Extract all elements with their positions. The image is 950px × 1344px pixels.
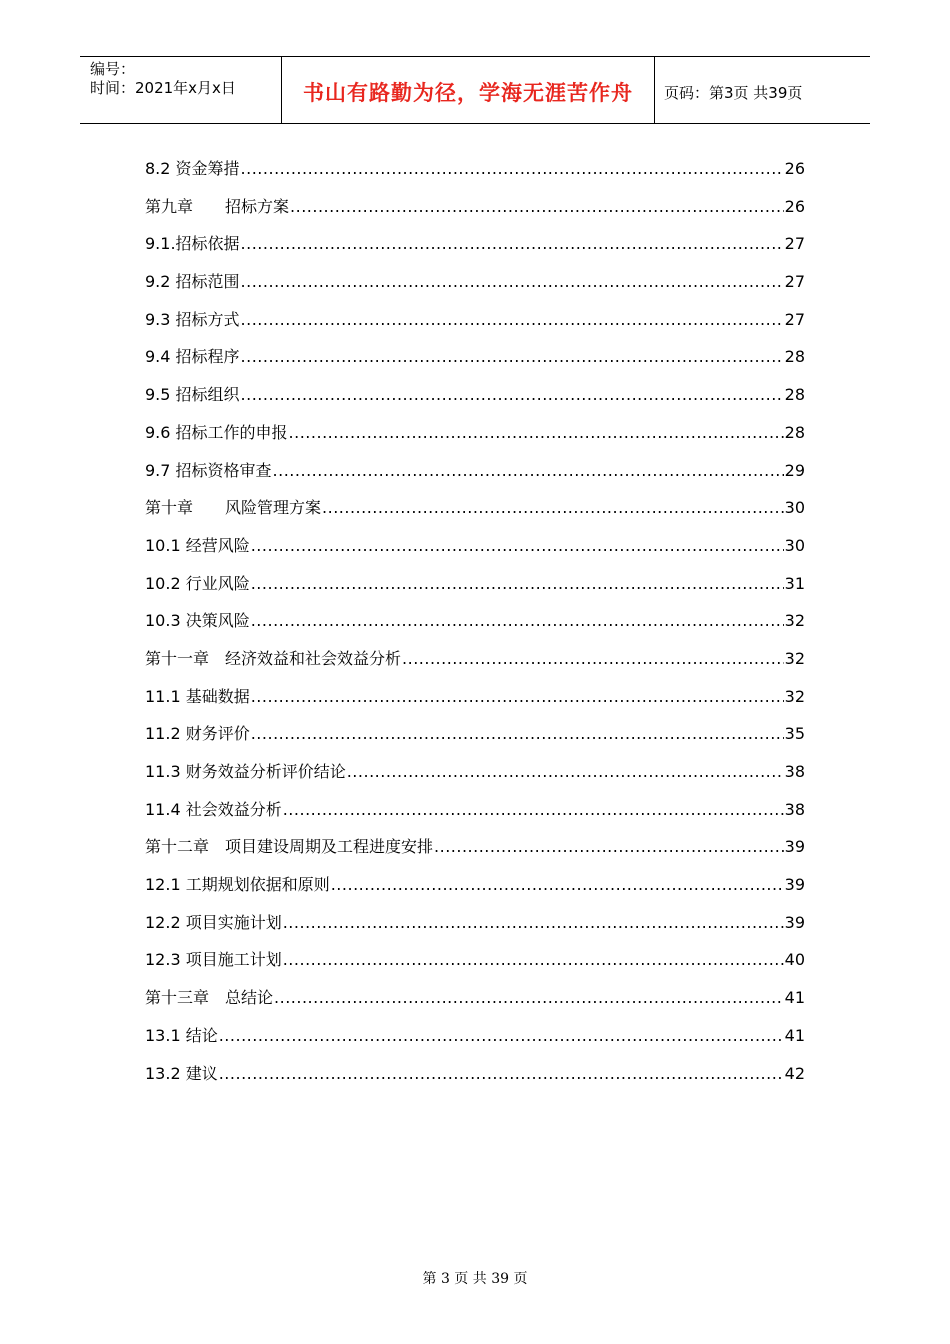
toc-entry-page: 28 [784, 347, 805, 367]
toc-entry-page: 30 [784, 498, 805, 518]
toc-entry-number: 10.3 [145, 611, 181, 631]
toc-entry-page: 39 [784, 875, 805, 895]
toc-entry-number: 9.6 [145, 422, 171, 442]
toc-entry-number: 13.1 [145, 1025, 181, 1045]
toc-dot-leader [219, 1055, 784, 1093]
toc-entry[interactable] [145, 1055, 805, 1093]
toc-dot-leader [434, 828, 784, 866]
toc-entry-label [145, 489, 321, 527]
toc-entry-title: 第十二章 项目建设周期及工程进度安排 [145, 837, 434, 857]
toc-entry[interactable] [145, 715, 805, 753]
toc-dot-leader [251, 527, 784, 565]
toc-entry-page: 42 [784, 1063, 805, 1083]
toc-dot-leader [241, 150, 784, 188]
toc-entry-title: 招标依据 [175, 234, 240, 254]
toc-entry-page: 31 [784, 573, 805, 593]
toc-entry[interactable] [145, 338, 805, 376]
toc-entry[interactable] [145, 678, 805, 716]
toc-entry-number: 13.2 [145, 1063, 181, 1083]
toc-entry-page: 28 [784, 422, 805, 442]
toc-dot-leader [347, 753, 784, 791]
toc-entry-label [145, 640, 401, 678]
toc-entry-page: 30 [784, 535, 805, 555]
toc-dot-leader [251, 602, 784, 640]
toc-entry[interactable] [145, 866, 805, 904]
toc-dot-leader [219, 1017, 784, 1055]
toc-dot-leader [241, 301, 784, 339]
toc-dot-leader [241, 376, 784, 414]
toc-entry-title: 第十章 风险管理方案 [145, 498, 322, 518]
toc-entry-number: 11.2 [145, 724, 181, 744]
toc-entry-label [145, 225, 240, 263]
toc-entry-number: 9.4 [145, 347, 171, 367]
toc-entry-title: 第十一章 经济效益和社会效益分析 [145, 648, 402, 668]
toc-entry-title: 基础数据 [180, 686, 250, 706]
toc-entry-number: 8.2 [145, 159, 171, 178]
toc-entry-label [145, 979, 273, 1017]
toc-entry-label [145, 1055, 218, 1093]
toc-entry-page: 32 [784, 686, 805, 706]
toc-entry-page: 28 [784, 385, 805, 405]
toc-entry-title: 经营风险 [180, 535, 250, 555]
page-header [80, 56, 870, 124]
toc-entry-number: 12.3 [145, 950, 181, 970]
toc-entry-title: 资金筹措 [170, 159, 240, 178]
toc-entry-page: 27 [784, 309, 805, 329]
toc-dot-leader [241, 225, 784, 263]
toc-entry-number: 12.2 [145, 912, 181, 932]
toc-entry[interactable] [145, 301, 805, 339]
toc-dot-leader [283, 791, 784, 829]
toc-entry-label [145, 150, 240, 188]
toc-entry-page: 38 [784, 799, 805, 819]
toc-entry-number: 9.1. [145, 234, 176, 254]
toc-entry[interactable] [145, 1017, 805, 1055]
toc-entry-label [145, 753, 346, 791]
toc-dot-leader [273, 452, 784, 490]
toc-entry-label [145, 715, 250, 753]
toc-entry-number: 9.2 [145, 272, 171, 292]
toc-entry[interactable] [145, 527, 805, 565]
toc-entry-title: 建议 [180, 1063, 218, 1083]
toc-entry-label [145, 941, 282, 979]
toc-entry[interactable] [145, 753, 805, 791]
toc-entry-title: 项目施工计划 [180, 950, 282, 970]
toc-entry-page: 39 [784, 837, 805, 857]
toc-entry[interactable] [145, 828, 805, 866]
toc-entry-number: 12.1 [145, 875, 181, 895]
toc-entry-label [145, 338, 240, 376]
toc-entry-title: 招标方式 [170, 309, 240, 329]
header-meta [80, 57, 281, 123]
toc-dot-leader [331, 866, 784, 904]
toc-dot-leader [251, 715, 784, 753]
toc-entry-label [145, 866, 330, 904]
toc-entry-title: 招标资格审查 [170, 460, 272, 480]
toc-entry-number: 9.5 [145, 385, 171, 405]
toc-entry-label [145, 263, 240, 301]
toc-entry[interactable] [145, 489, 805, 527]
toc-entry-page: 38 [784, 762, 805, 781]
toc-dot-leader [274, 979, 784, 1017]
toc-entry[interactable] [145, 640, 805, 678]
toc-entry-page: 26 [784, 159, 805, 178]
toc-entry[interactable] [145, 263, 805, 301]
toc-entry-page: 40 [784, 950, 805, 970]
toc-entry[interactable] [145, 791, 805, 829]
toc-entry-label [145, 376, 240, 414]
toc-entry-number: 9.7 [145, 460, 171, 480]
toc-dot-leader [251, 678, 784, 716]
table-of-contents [145, 150, 805, 1092]
toc-entry[interactable] [145, 602, 805, 640]
toc-entry[interactable] [145, 188, 805, 226]
toc-entry-page: 32 [784, 611, 805, 631]
toc-entry-page: 35 [784, 724, 805, 744]
toc-entry-title: 招标范围 [170, 272, 240, 292]
toc-entry-page: 29 [784, 460, 805, 480]
toc-dot-leader [283, 941, 784, 979]
time-label: 时间：2021年x月x日 [90, 79, 236, 97]
toc-entry-title: 社会效益分析 [180, 799, 282, 819]
toc-entry-title: 第九章 招标方案 [145, 196, 290, 216]
toc-entry-title: 第十三章 总结论 [145, 988, 274, 1008]
toc-entry[interactable] [145, 414, 805, 452]
toc-entry[interactable] [145, 225, 805, 263]
toc-entry-label [145, 791, 282, 829]
toc-entry-page: 27 [784, 234, 805, 254]
toc-entry[interactable] [145, 565, 805, 603]
toc-entry-label [145, 678, 250, 716]
toc-entry-title: 决策风险 [180, 611, 250, 631]
toc-entry-page: 39 [784, 912, 805, 932]
toc-entry[interactable] [145, 452, 805, 490]
toc-entry-title: 工期规划依据和原则 [180, 875, 330, 895]
toc-dot-leader [283, 904, 784, 942]
toc-entry-number: 10.1 [145, 535, 181, 555]
toc-entry[interactable] [145, 941, 805, 979]
serial-label: 编号： [90, 60, 136, 78]
toc-entry-title: 招标组织 [170, 385, 240, 405]
toc-entry-label [145, 904, 282, 942]
toc-entry-label [145, 527, 250, 565]
toc-entry-number: 11.3 [145, 762, 181, 781]
toc-entry-title: 行业风险 [180, 573, 250, 593]
toc-entry-number: 11.4 [145, 799, 181, 819]
page-footer: 第 3 页 共 39 页 [422, 1271, 528, 1287]
toc-entry-title: 招标程序 [170, 347, 240, 367]
toc-dot-leader [241, 338, 784, 376]
toc-dot-leader [290, 188, 784, 226]
toc-dot-leader [322, 489, 784, 527]
toc-entry-page: 27 [784, 272, 805, 292]
toc-entry-title: 招标工作的申报 [170, 422, 288, 442]
toc-entry-title: 结论 [180, 1025, 218, 1045]
toc-entry[interactable] [145, 376, 805, 414]
toc-entry-title: 财务评价 [180, 724, 250, 744]
toc-dot-leader [251, 565, 784, 603]
toc-entry-label [145, 1017, 218, 1055]
toc-entry-label [145, 452, 272, 490]
toc-entry[interactable] [145, 904, 805, 942]
toc-entry[interactable] [145, 979, 805, 1017]
toc-entry[interactable] [145, 150, 805, 188]
toc-entry-number: 9.3 [145, 309, 171, 329]
toc-entry-label [145, 828, 433, 866]
toc-entry-page: 41 [784, 1025, 805, 1045]
toc-entry-page: 32 [784, 648, 805, 668]
toc-entry-page: 26 [784, 196, 805, 216]
toc-entry-label [145, 602, 250, 640]
toc-entry-label [145, 565, 250, 603]
toc-entry-label [145, 301, 240, 339]
toc-entry-title: 财务效益分析评价结论 [180, 762, 346, 781]
header-page-info: 页码：第3页 共39页 [664, 83, 803, 102]
toc-entry-label [145, 414, 288, 452]
toc-entry-page: 41 [784, 988, 805, 1008]
toc-entry-number: 10.2 [145, 573, 181, 593]
toc-entry-number: 11.1 [145, 686, 181, 706]
toc-dot-leader [241, 263, 784, 301]
toc-entry-title: 项目实施计划 [180, 912, 282, 932]
header-motto: 书山有路勤为径，学海无涯苦作舟 [281, 57, 655, 123]
toc-dot-leader [402, 640, 784, 678]
toc-dot-leader [289, 414, 784, 452]
toc-entry-label [145, 188, 289, 226]
